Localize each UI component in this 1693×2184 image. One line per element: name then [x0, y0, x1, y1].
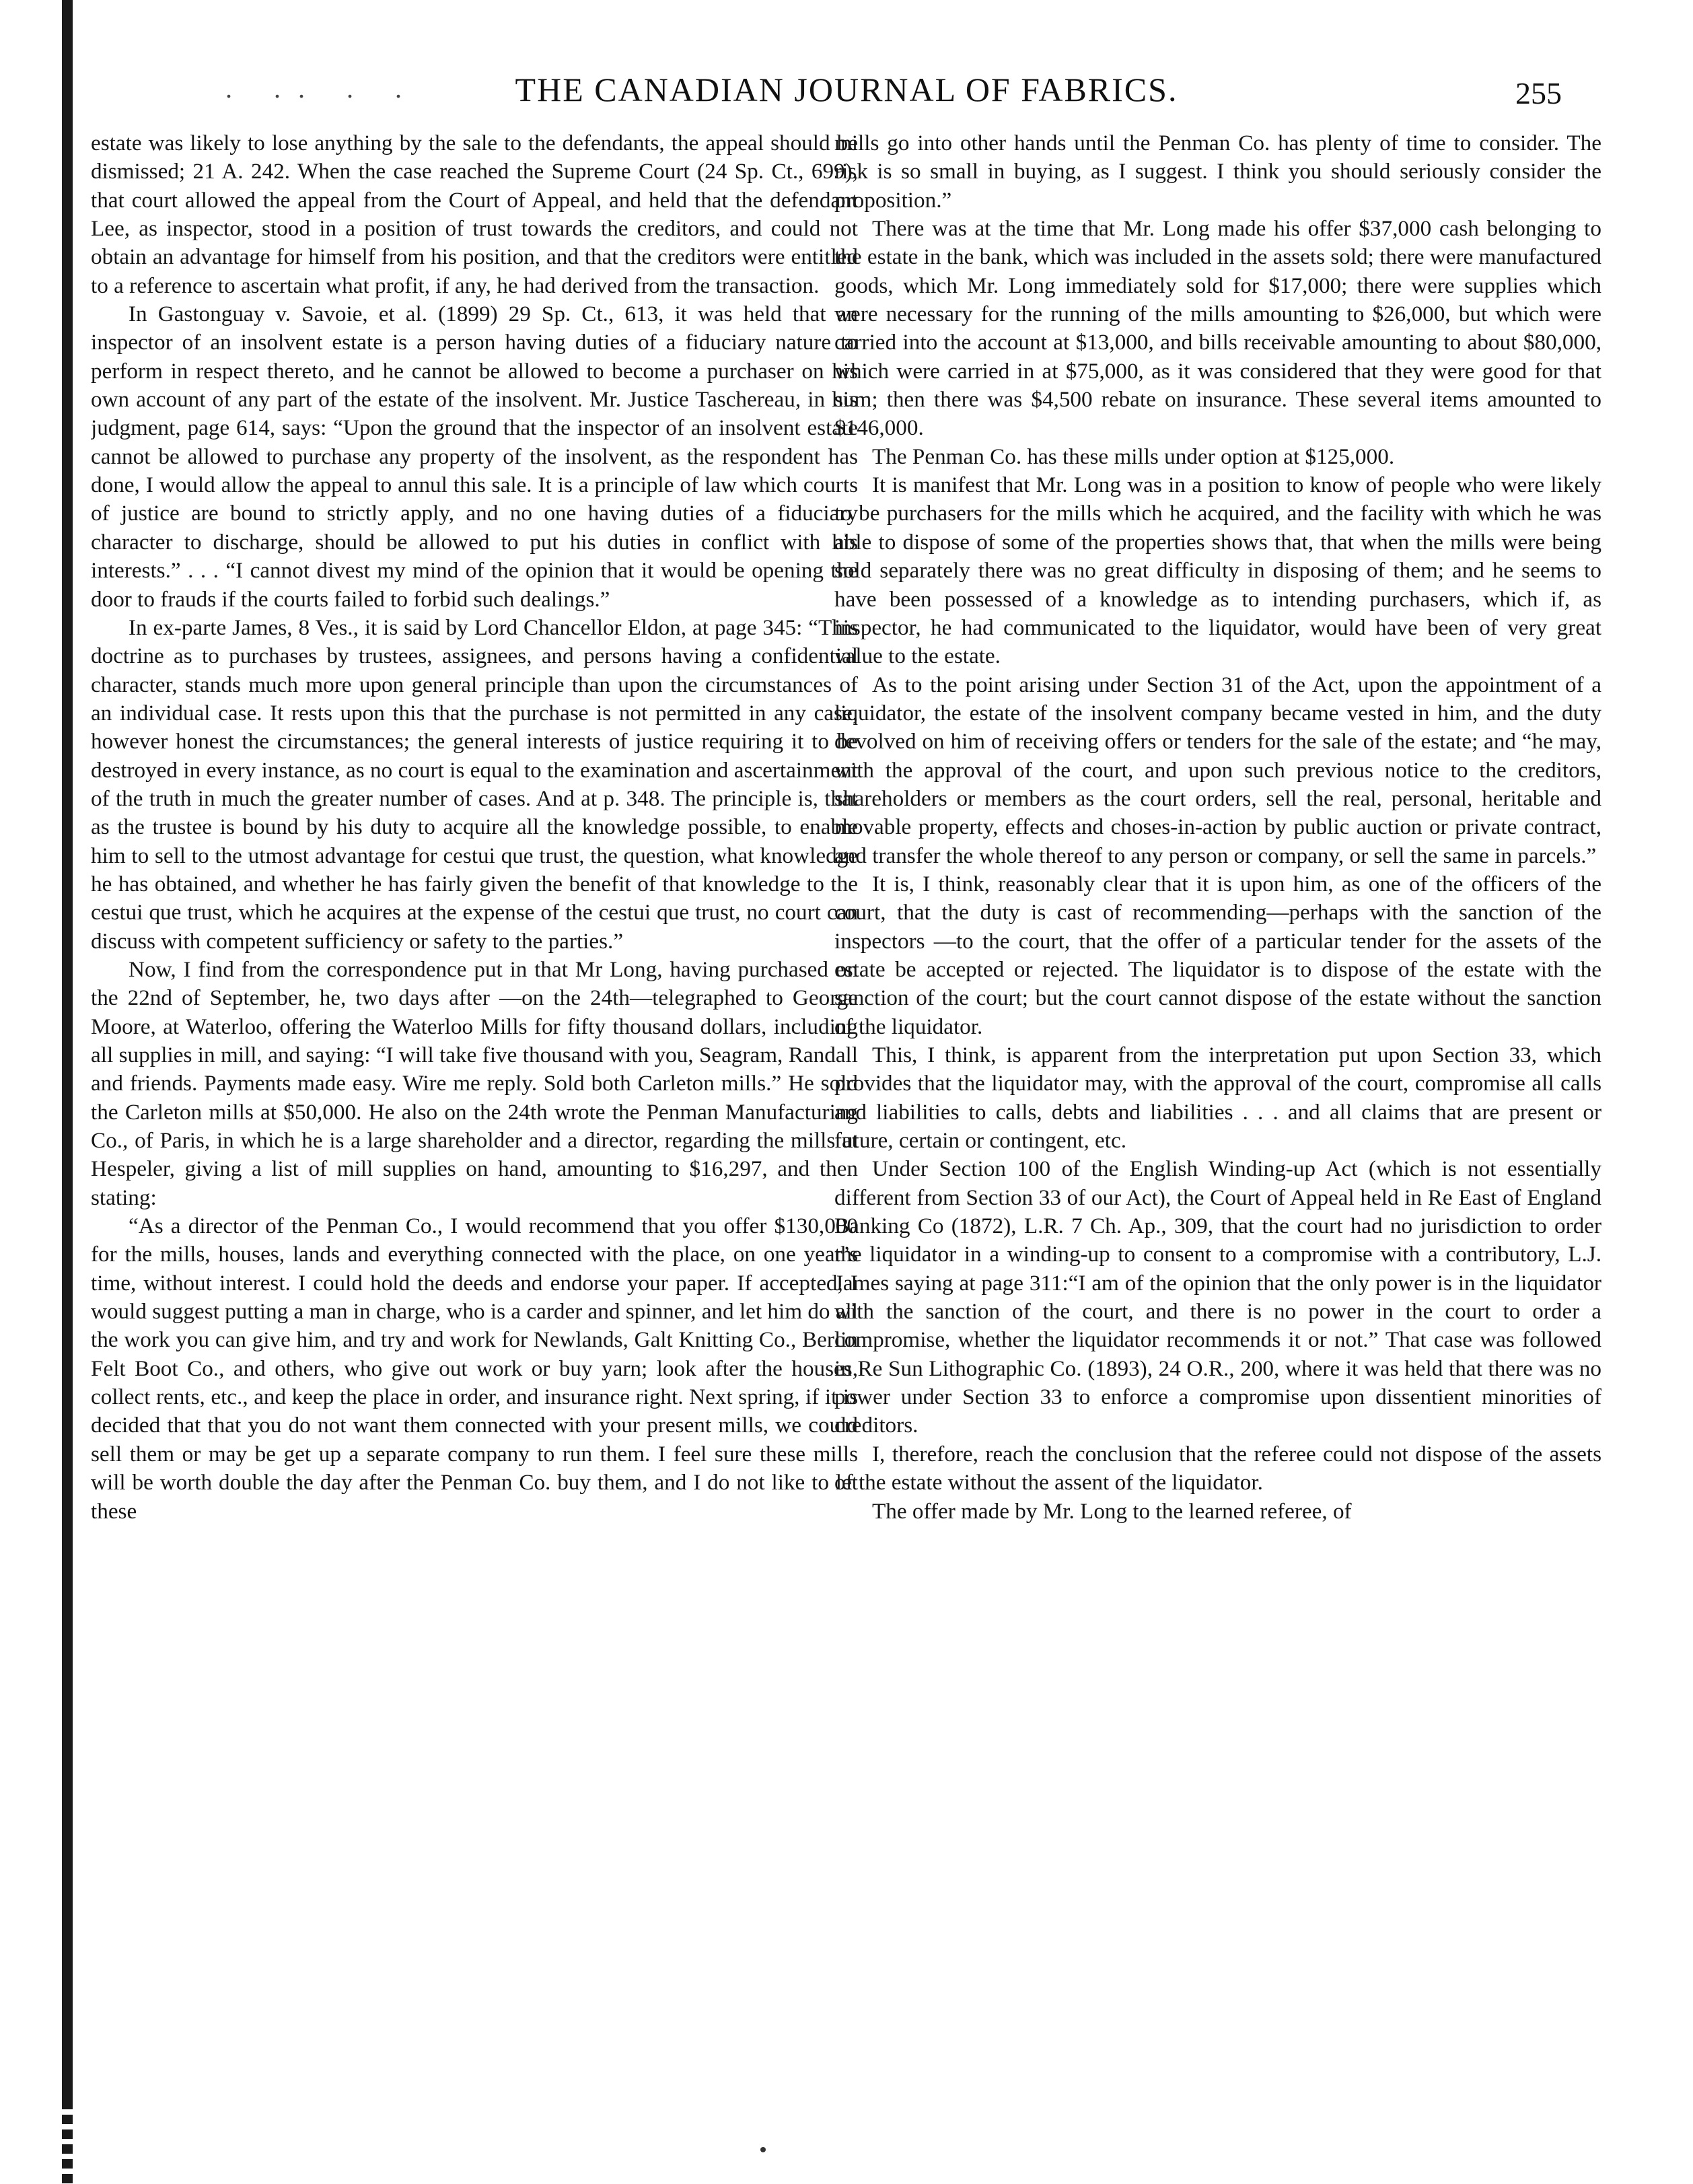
ink-speck: [760, 2147, 766, 2152]
paragraph: In ex-parte James, 8 Ves., it is said by Lord Chancellor Eldon, at page 345: “This doctrine as to purchases by trustees, assignees, and persons having a confidential character, stands much more upon general principle than upon the circumstances of an individual case. It rests upon this that the purchase is not permitted in any case, however honest the circumstances; the general interests of justice requiring it to be destroyed in every instance, as no court is equal to the examination and ascertainment of the truth in much the greater number of cases. And at p. 348. The principle is, that as the trustee is bound by his duty to acquire all the knowledge possible, to enable him to sell to the utmost advantage for cestui que trust, the question, what knowledge he has obtained, and whether he has fairly given the benefit of that knowledge to the cestui que trust, which he acquires at the expense of the cestui que trust, no court can discuss with competent sufficiency or safety to the parties.”: [91, 614, 858, 954]
paragraph: estate was likely to lose anything by the sale to the defendants, the appeal should be dismissed; 21 A. 242. When the case reached the Supreme Court (24 Sp. Ct., 699), that court allowed the appeal from the Court of Appeal, and held that the defendant Lee, as inspector, stood in a position of trust towards the creditors, and could not obtain an advantage for himself from his position, and that the creditors were entitled to a reference to ascertain what profit, if any, he had derived from the transaction.: [91, 131, 858, 298]
scan-binding-edge: [62, 0, 73, 2184]
left-column: [91, 129, 858, 2135]
paragraph: Under Section 100 of the English Winding-up Act (which is not essentially different from Section 33 of our Act), the Court of Appeal held in Re East of England Banking Co (1872), L.R. 7 Ch. Ap., 309, that the court had no jurisdiction to order the liquidator in a winding-up to consent to a compromise with a contributory, L.J. James saying at page 311:“I am of the opinion that the only power is in the liquidator with the sanction of the court, and there is no power in the court to order a compromise, whether the liquidator recommends it or not.” That case was followed in Re Sun Lithographic Co. (1893), 24 O.R., 200, where it was held that there was no power under Section 33 to enforce a compromise upon dissentient minorities of creditors.: [834, 1156, 1601, 1438]
paragraph: The offer made by Mr. Long to the learned referee, of: [872, 1498, 1352, 1524]
paragraph: I, therefore, reach the conclusion that the referee could not dispose of the assets of the estate without the assent of the liquidator.: [834, 1441, 1601, 1495]
paragraph: There was at the time that Mr. Long made his offer $37,000 cash belonging to the estate in the bank, which was included in the assets sold; there were manufactured goods, which Mr. Long immediately sold for $17,000; there were supplies which were necessary for the running of the mills amounting to $26,000, but which were carried into the account at $13,000, and bills receivable amounting to about $80,000, which were carried in at $75,000, as it was considered that they were good for that sum; then there was $4,500 rebate on insurance. These several items amounted to $146,000.: [834, 216, 1601, 441]
paragraph: As to the point arising under Section 31 of the Act, upon the appointment of a liquidator, the estate of the insolvent company became vested in him, and the duty devolved on him of receiving offers or tenders for the sale of the estate; and “he may, with the approval of the court, and upon such previous notice to the creditors, shareholders or members as the court orders, sell the real, personal, heritable and movable property, effects and choses-in-action by public auction or private contract, and transfer the whole thereof to any person or company, or sell the same in parcels.”: [834, 672, 1601, 868]
right-column: [834, 129, 1601, 2135]
scan-binding-edge-broken: [62, 2100, 73, 2184]
paragraph: mills go into other hands until the Penman Co. has plenty of time to consider. The risk is so small in buying, as I suggest. I think you should seriously consider the proposition.”: [834, 131, 1601, 213]
paragraph: It is, I think, reasonably clear that it is upon him, as one of the officers of the court, that the duty is cast of recommending—perhaps with the sanction of the inspectors —to the court, that the offer of a particular tender for the assets of the estate be accepted or rejected. The liquidator is to dispose of the estate with the sanction of the court; but the court cannot dispose of the estate without the sanction of the liquidator.: [834, 871, 1601, 1039]
journal-title: THE CANADIAN JOURNAL OF FABRICS.: [515, 71, 1178, 108]
paragraph: The Penman Co. has these mills under option at $125,000.: [872, 444, 1395, 469]
quoted-letter: “As a director of the Penman Co., I would recommend that you offer $130,000 for the mills, houses, lands and everything connected with the place, on one year’s time, without interest. I could hold the deeds and endorse your paper. If accepted, I would suggest putting a man in charge, who is a carder and spinner, and let him do all the work you can give him, and try and work for Newlands, Galt Knitting Co., Berlin Felt Boot Co., and others, who give out work or buy yarn; look after the houses, collect rents, etc., and keep the place in order, and insurance right. Next spring, if it is decided that that you do not want them connected with your present mills, we could sell them or may be get up a separate company to run them. I feel sure these mills will be worth double the day after the Penman Co. buy them, and I do not like to let these: [91, 1213, 858, 1524]
paragraph: It is manifest that Mr. Long was in a position to know of people who were likely to be purchasers for the mills which he acquired, and the facility with which he was able to dispose of some of the properties shows that, that when the mills were being sold separately there was no great difficulty in disposing of them; and he seems to have been possessed of a knowledge as to intending purchasers, which if, as inspector, he had communicated to the liquidator, would have been of very great value to the estate.: [834, 472, 1601, 669]
paragraph: This, I think, is apparent from the interpretation put upon Section 33, which provides that the liquidator may, with the approval of the court, compromise all calls and liabilities to calls, debts and liabilities . . . and all claims that are present or future, certain or contingent, etc.: [834, 1043, 1601, 1154]
paragraph: Now, I find from the correspondence put in that Mr Long, having purchased on the 22nd of September, he, two days after —on the 24th—telegraphed to George Moore, at Waterloo, offering the Waterloo Mills for fifty thousand dollars, including all supplies in mill, and saying: “I will take five thousand with you, Seagram, Randall and friends. Payments made easy. Wire me reply. Sold both Carleton mills.” He sold the Carleton mills at $50,000. He also on the 24th wrote the Penman Manufacturing Co., of Paris, in which he is a large shareholder and a director, regarding the mills at Hespeler, giving a list of mill supplies on hand, amounting to $16,297, and then stating:: [91, 956, 858, 1210]
page-number: 255: [1515, 76, 1562, 110]
header-specks: . .. . .: [225, 73, 419, 104]
paragraph: In Gastonguay v. Savoie, et al. (1899) 29 Sp. Ct., 613, it was held that an inspector of an insolvent estate is a person having duties of a fiduciary nature to perform in respect thereto, and he cannot be allowed to become a purchaser on his own account of any part of the estate of the insolvent. Mr. Justice Taschereau, in his judgment, page 614, says: “Upon the ground that the inspector of an insolvent estate cannot be allowed to purchase any property of the insolvent, as the respondent has done, I would allow the appeal to annul this sale. It is a principle of law which courts of justice are bound to strictly apply, and no one having duties of a fiduciary character to discharge, should be allowed to put his duties in conflict with his interests.” . . . “I cannot divest my mind of the opinion that it would be opening the door to frauds if the courts failed to forbid such dealings.”: [91, 302, 858, 612]
